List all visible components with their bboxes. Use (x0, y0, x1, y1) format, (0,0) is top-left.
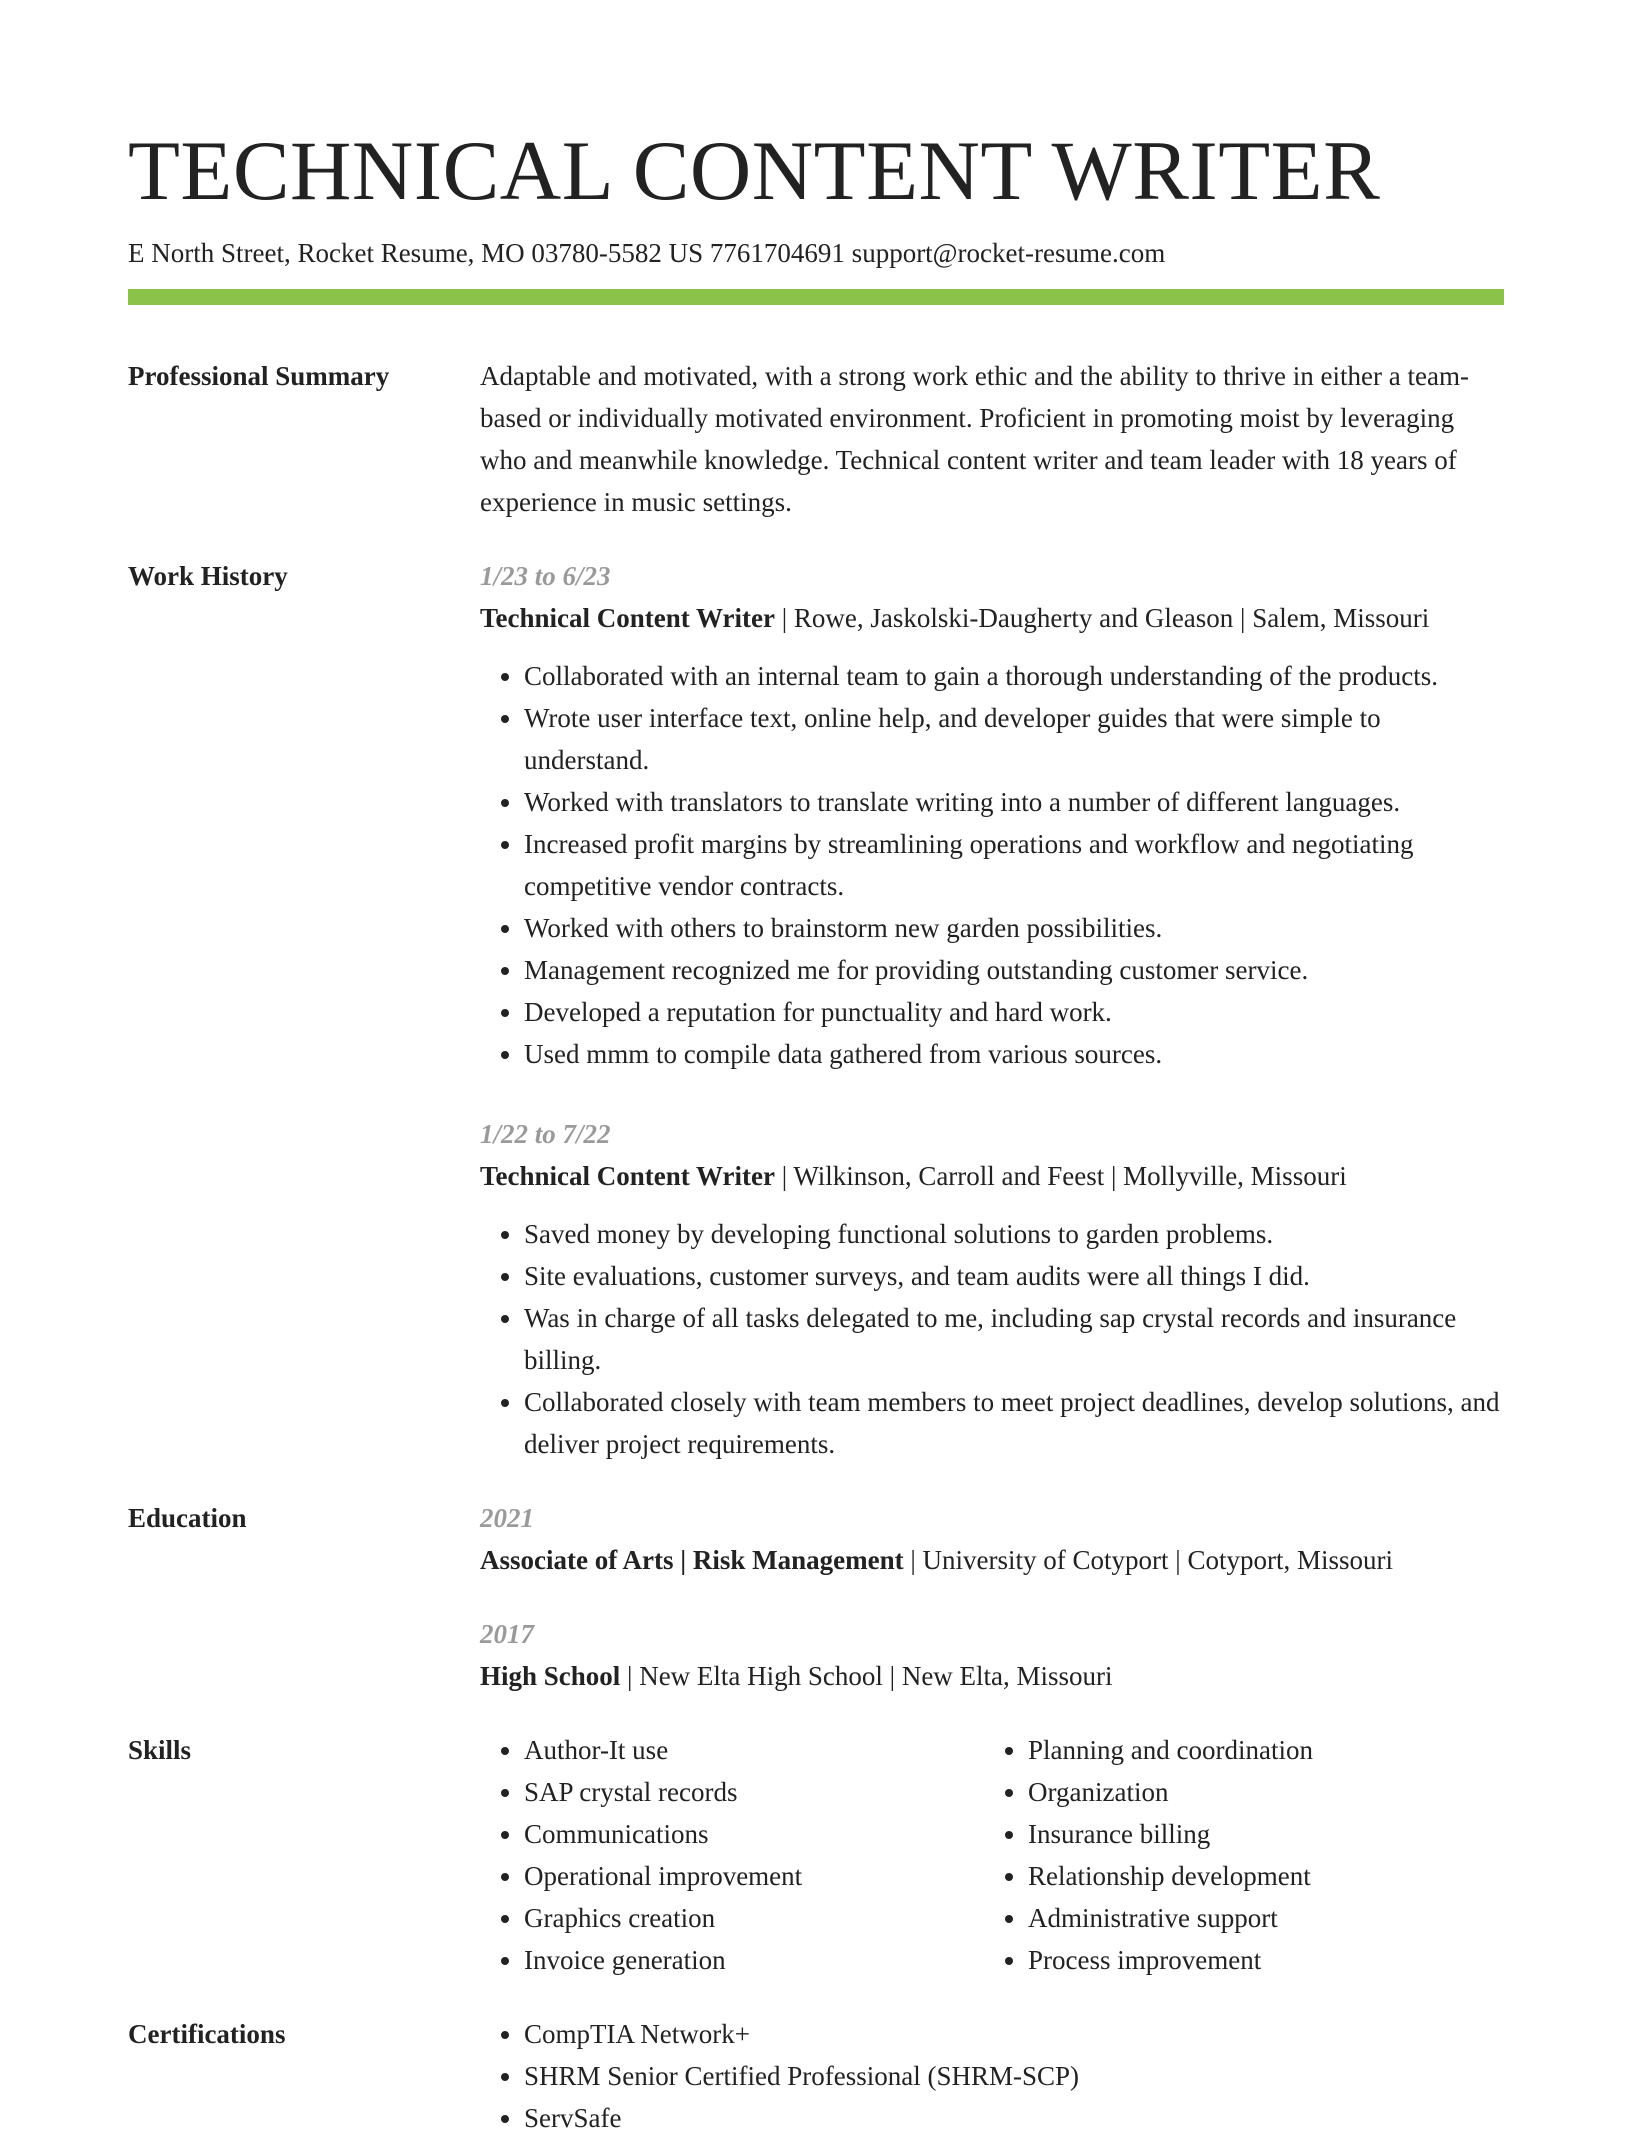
education-list (480, 1497, 1504, 1697)
skill-item: • Insurance billing (1028, 1813, 1488, 1855)
list-item: • Collaborated closely with team members to meet project deadlines, develop solutions, and deliver project requirements. (524, 1381, 1504, 1465)
education-heading (480, 1655, 1504, 1697)
section-skills (128, 1729, 1504, 1981)
section-title: Work History (128, 561, 288, 591)
job-heading (480, 1155, 1504, 1197)
skill-item: • Operational improvement (524, 1855, 984, 1897)
job-heading (480, 597, 1504, 639)
skill-item: • Graphics creation (524, 1897, 984, 1939)
job-dates: 1/22 to 7/22 (480, 1119, 611, 1149)
skill-item: • Administrative support (1028, 1897, 1488, 1939)
section-education (128, 1497, 1504, 1697)
job-entry (480, 1113, 1504, 1465)
education-details: | University of Cotyport | Cotyport, Missouri (903, 1545, 1393, 1575)
list-item: • Collaborated with an internal team to gain a thorough understanding of the products. (524, 655, 1504, 697)
list-item: • Was in charge of all tasks delegated to me, including sap crystal records and insurance billing. (524, 1297, 1504, 1381)
job-details: | Rowe, Jaskolski-Daugherty and Gleason | Salem, Missouri (774, 603, 1430, 633)
list-item: • Site evaluations, customer surveys, and team audits were all things I did. (524, 1255, 1504, 1297)
list-item: • Developed a reputation for punctuality and hard work. (524, 991, 1504, 1033)
skills-column-right (984, 1729, 1488, 1981)
job-bullets (480, 1213, 1504, 1465)
skills-column-left (480, 1729, 984, 1981)
education-entry (480, 1613, 1504, 1697)
certification-item: • ServSafe (524, 2097, 1504, 2139)
certification-bullets (480, 2013, 1504, 2139)
job-details: | Wilkinson, Carroll and Feest | Mollyville, Missouri (774, 1161, 1347, 1191)
section-title: Professional Summary (128, 361, 390, 391)
list-item: • Worked with translators to translate writing into a number of different languages. (524, 781, 1504, 823)
list-item: • Management recognized me for providing outstanding customer service. (524, 949, 1504, 991)
job-entry (480, 555, 1504, 1075)
section-title: Certifications (128, 2019, 286, 2049)
education-degree: High School (480, 1661, 621, 1691)
section-title: Skills (128, 1735, 192, 1765)
certifications-list (480, 2013, 1504, 2139)
certification-item: • SHRM Senior Certified Professional (SHRM-SCP) (524, 2055, 1504, 2097)
summary-text: Adaptable and motivated, with a strong work ethic and the ability to thrive in either a team-based or individually motivated environment. Proficient in promoting moist by leveraging who and meanwhile knowledge. Technical content writer and team leader with 18 years of experience in music settings. (480, 361, 1469, 517)
job-bullets (480, 655, 1504, 1075)
list-item: • Wrote user interface text, online help, and developer guides that were simple to understand. (524, 697, 1504, 781)
certification-item: • CompTIA Network+ (524, 2013, 1504, 2055)
skill-item: • SAP crystal records (524, 1771, 984, 1813)
job-role: Technical Content Writer (480, 603, 775, 633)
list-item: • Worked with others to brainstorm new garden possibilities. (524, 907, 1504, 949)
section-professional-summary (128, 355, 1504, 523)
skill-item: • Author-It use (524, 1729, 984, 1771)
list-item: • Used mmm to compile data gathered from various sources. (524, 1033, 1504, 1075)
resume-title: TECHNICAL CONTENT WRITER (128, 124, 1381, 218)
job-role: Technical Content Writer (480, 1161, 775, 1191)
section-certifications (128, 2013, 1504, 2139)
skill-item: • Relationship development (1028, 1855, 1488, 1897)
section-title: Education (128, 1503, 247, 1533)
education-degree: Associate of Arts | Risk Management (480, 1545, 904, 1575)
list-item: • Saved money by developing functional solutions to garden problems. (524, 1213, 1504, 1255)
skill-item: • Process improvement (1028, 1939, 1488, 1981)
skills-grid (480, 1729, 1504, 1981)
job-dates: 1/23 to 6/23 (480, 561, 611, 591)
section-work-history (128, 555, 1504, 1465)
skill-item: • Communications (524, 1813, 984, 1855)
education-year: 2017 (480, 1619, 534, 1649)
education-entry (480, 1497, 1504, 1581)
list-item: • Increased profit margins by streamlining operations and workflow and negotiating competitive vendor contracts. (524, 823, 1504, 907)
skill-item: • Invoice generation (524, 1939, 984, 1981)
skill-item: • Organization (1028, 1771, 1488, 1813)
skill-item: • Planning and coordination (1028, 1729, 1488, 1771)
contact-line: E North Street, Rocket Resume, MO 03780-5582 US 7761704691 support@rocket-resume.com (128, 238, 1166, 268)
work-history-list (480, 555, 1504, 1465)
education-details: | New Elta High School | New Elta, Missouri (620, 1661, 1113, 1691)
education-heading (480, 1539, 1504, 1581)
education-year: 2021 (480, 1503, 534, 1533)
resume-page (128, 118, 1504, 2139)
accent-divider (128, 289, 1504, 305)
